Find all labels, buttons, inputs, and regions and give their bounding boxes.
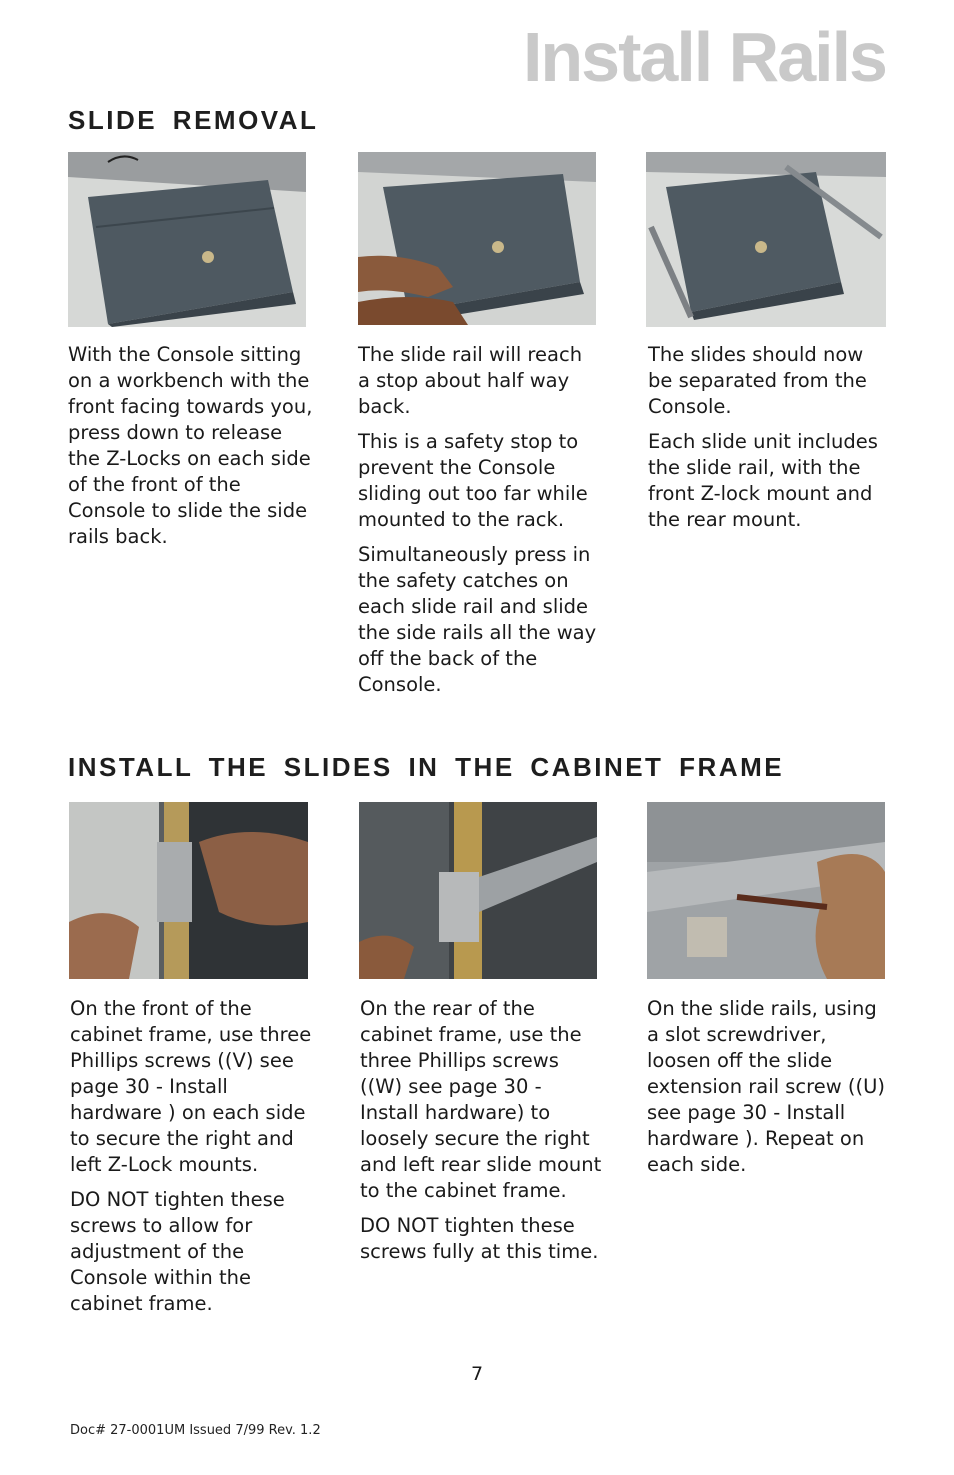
step-paragraph: The slide rail will reach a stop about half way back.: [358, 343, 583, 418]
document-footer: Doc# 27-0001UM Issued 7/99 Rev. 1.2: [70, 1423, 321, 1438]
step-paragraph: Each slide unit includes the slide rail, with the front Z-lock mount and the rear mount.: [648, 430, 878, 531]
step-paragraph: DO NOT tighten these screws to allow for adjustment of the Console within the cabinet frame.: [70, 1188, 285, 1315]
step-text-install-slides-1: [70, 996, 315, 1326]
photo-slide-rail-screw: [647, 802, 885, 979]
step-paragraph: DO NOT tighten these screws fully at this time.: [360, 1214, 599, 1263]
step-text-install-slides-2: [360, 996, 602, 1274]
step-paragraph: Simultaneously press in the safety catches on each slide rail and slide the side rails all the way off the back of the Console.: [358, 543, 597, 696]
page-number: 7: [470, 1363, 484, 1385]
section-heading-slide-removal: SLIDE REMOVAL: [68, 105, 319, 135]
step-paragraph: On the front of the cabinet frame, use three Phillips screws ((V) see page 30 - Install hardware ) on each side to secure the right and left Z-Lock mounts.: [70, 997, 312, 1176]
photo-console-on-workbench: [68, 152, 306, 327]
step-text-slide-removal-2: [358, 342, 598, 707]
step-text-slide-removal-1: [68, 342, 313, 559]
photo-front-cabinet-mount: [69, 802, 308, 979]
section-heading-install-slides: INSTALL THE SLIDES IN THE CABINET FRAME: [68, 752, 785, 782]
photo-pressing-z-locks: [358, 152, 596, 325]
photo-rear-cabinet-mount: [359, 802, 597, 979]
step-paragraph: With the Console sitting on a workbench with the front facing towards you, press down to release the Z-Locks on each side of the front of the Console to slide the side rails back.: [68, 343, 313, 548]
photo-slides-separated: [646, 152, 886, 327]
step-paragraph: On the slide rails, using a slot screwdriver, loosen off the slide extension rail screw ((U) see page 30 - Install hardware ). Repeat on each side.: [647, 997, 885, 1176]
step-paragraph: On the rear of the cabinet frame, use the three Phillips screws ((W) see page 30 - Install hardware) to loosely secure the right and left rear slide mount to the cabinet frame.: [360, 997, 602, 1202]
step-text-install-slides-3: [647, 996, 889, 1187]
page-title: Install Rails: [522, 18, 886, 96]
step-text-slide-removal-3: [648, 342, 888, 542]
step-paragraph: The slides should now be separated from the Console.: [648, 343, 867, 418]
step-paragraph: This is a safety stop to prevent the Console sliding out too far while mounted to the rack.: [358, 430, 588, 531]
